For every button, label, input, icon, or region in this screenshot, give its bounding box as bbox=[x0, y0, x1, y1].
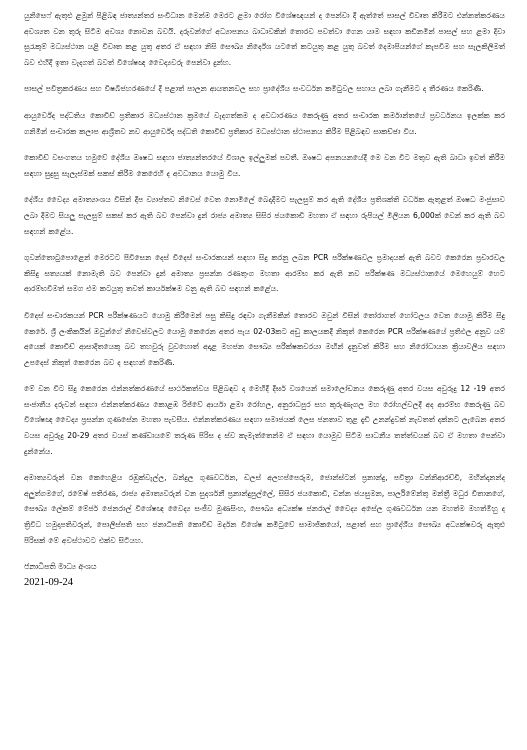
paragraph-vaccination-progress: මේ වන විට සිදු කෙරෙන එන්නත්කරණයේ සාර්ථකත්වය පිළිබඳව ද මෙහිදී දීර්ඝ වශයෙන් සමාලෝචනය කෙරුණු අතර වයස අවුරුදු 12 -19 අතර සංජාතීය දරුවන් සඳහා එන්නත්කරණය කොළඹ රිජ්වේ ආර්යා ළමා රෝහල, අනුරාධපුර සහ කුරුණෑගල මහ රෝහල්වලදී අද ආරම්භ කෙරුණු බව විශේෂඥ වෛද්‍ය ප්‍රසන්න ගුණසේන මහතා පැවසීය. එන්නත්කරණය සඳහා සමාජයක් ලෙස ජනතාව තුළ දැඩි උනන්දුවක් නැවතත් දක්නට ලැබෙන අතර වයස අවුරුදු 20-29 අතර වයස් කණ්ඩායමේ තරුණ පිරිස ද ස්ව කැමැත්තෙන්ම ඒ සඳහා යොමුව සිටීම සාධනීය තත්ත්වයක් බව ඒ මහතා පෙන්වා දුන්නේය. bbox=[24, 384, 505, 456]
paragraph-indigenous-medicine-demand: කොවිඩ් වසංගතය හමුවේ දේශීය ඖෂධ සඳහා ජාත්‍යන්තරයේ විශාල ඉල්ලුමක් පවතී. ඖෂධ අපනයනයේදී මෙ වන විට මතුව ඇති බාධා ඉවත් කිරීම සඳහා සුදුසු සැලැස්මක් සකස් කිරීම කෙරෙහි ද අවධානය යොමු විය. bbox=[24, 153, 505, 178]
paragraph-tourist-pcr-process: විදෙස් සංචාරකයන් PCR පරීක්ෂණයට යොමු කිරීමෙන් පසු කිසිදු රඳවා ගැනීමකින් තොරව ඔවුන් විසින් තෝරාගත් හෝටලය වෙත යොමු කිරීම සිදු කෙරේ. ශ්‍රී ලංකිකයින් ඔවුන්ගේ නිවෙස්වලට යොමු කෙරෙන අතර පැය 02-03කට අඩු කාලයකදී නිකුත් කෙරෙන PCR පරීක්ෂණයේ ප්‍රතිඵල අනුව යම් අයෙක් කොවිඩ් ආසාදිතයෙකු බව තහවුරු වුවහොත් අදාළ මහජන සෞඛ්‍ය පරීක්ෂකවරයා මඟින් දැනුවත් කිරීම සහ නිරෝධායන ක්‍රියාවලිය සඳහා උපදෙස් නිකුත් කෙරෙන බව ද සඳහන් කෙරිණි. bbox=[24, 310, 505, 367]
paragraph-pediatric-experts: යුනිසෙෆ් ඇතුළු ළමුන් පිළිබඳ ජාත්‍යන්තර සංවිධාන මෙන්ම මෙරට ළමා රෝග විශේෂඥයන් ද පෙන්වා දී ඇත්තේ පාසල් විවෘත කිරීමට එන්නත්කරණය අවශ්‍යත වන තුරු සිටීම අවශ්‍ය නොවන බවයි. දරුවන්ගේ අධ්‍යාපනය බාධාවකින් තොරව පවත්වා ගෙන යාම සඳහා කඩිනමින් පාසල් සහ ළමා දිවා සුරැකුම් මධ්‍යස්ථාන යළි විවෘත කළ යුතු අතර ඒ සඳහා නිසි සෞඛ්‍ය නිර්දේශ යටතේ කටයුතු කළ යුතු බවත් දෙමාපියන්ගේ කැපවීම සහ සැලකිලිමත් බව එහිදී ඉතා වැදගත් බවත් විශේෂඥ වෛද්‍යවරු පෙන්වා දුන්හ. bbox=[24, 11, 505, 67]
paragraph-medicine-pack: දේශීය වෛද්‍ය අමාත්‍යාංශය විසින් දීප ව්‍යාප්තව නිවෙස් වෙත නොමිලේ බෙදාදීමට සැලසුම් කර ඇති දේශීය ප්‍රතිශක්ති වර්ධක ඇතුළත් ඖෂධ මංජුසාව ලබා දීමට සියලු සැලසුම් සකස් කර ඇති බව පෙන්වා දුන් රාජ්‍ය අමාත්‍ය සිසිර ජයකොඩි මහතා ඒ සඳහා රුපියල් මිලියන 6,000ක් වෙන් කර ඇති බව සඳහන් කළේය. bbox=[24, 195, 505, 236]
paragraph-ayurveda-centres: ආයුර්වේද පද්ධතිය කොවිඩ් ප්‍රතිකාර මධ්‍යස්ථාන ක්‍රමයේ වැදගත්කම ද අවධාරණය කෙරුණු අතර සංචාරක කර්මාන්තයේ ප්‍රවර්ධනය ඉලක්ක කර ගනිමින් සංචාරක කලාප ආශ්‍රිතව නව ආයුර්වේද පද්ධති කොවිඩ් ප්‍රතිකාර මධ්‍යස්ථාන ස්ථාපනය කිරීම පිළිබඳව සාකච්ඡා විය. bbox=[24, 110, 505, 136]
issue-date: 2021-09-24 bbox=[24, 577, 73, 589]
paragraph-school-disinfection: පාසල් පවිත්‍රකරණය සහ විෂබීජහරණයේ දී පළාත් පාලන ආයතනවල සහ ප්‍රාදේශීය සංවර්ධන කමිටුවල සහාය ලබා ගැනීමට ද තීරණය කෙරිණි. bbox=[24, 84, 484, 94]
paragraph-attendees: අමාත්‍යවරුන් වන කෙහෙළිය රඹුක්වැල්ල, බන්දුල ගුණවර්ධන, ඩලස් අලහප්පෙරුම, ජොන්ස්ටන් ප්‍රනාන්දු, පවිත්‍රා වන්නිආරච්චි, මහින්දානන්ද අලුත්ගමගේ, රමේෂ් පතිරණ, රාජ්‍ය අමාත්‍යවරුන් වන සුදර්ශනී ප්‍රනාන්දුපුල්ලේ, සිසිර ජයකොඩි, චන්න ජයසුමන, පාර්ලිමේන්තු මන්ත්‍රී මධුර විතානගේ, සෞඛ්‍ය ලේකම් මේජර් ජෙනරාල් විශේෂඥ වෛද්‍ය සංජීව මුණසිංහ, සෞඛ්‍ය අධ්‍යක්ෂ ජනරාල් වෛද්‍ය අසේල ගුණවර්ධන යන මහත්ම මහත්මීහු ද ත්‍රිවිධ හමුදාපතිවරුන්, පොලිස්පති සහ ජනාධිපති කොවිඩ් මර්දන විශේෂ කමිටුවේ සාමාජිකයෝ, පළාත් සහ ප්‍රාදේශීය සෞඛ්‍ය අධ්‍යක්ෂවරු ඇතුළු පිරිසක් මේ අවස්ථාවට එක්ව සිටියහ. bbox=[24, 473, 505, 545]
paragraph-airport-pcr: ගුවන්තොටුපොළෙන් මෙරටට පිවිසෙන දෙස් විදෙස් සංචාරකයන් සඳහා සිදු කරනු ලබන PCR පරීක්ෂණවල ප්‍රමාදයක් ඇති බවට කෙරෙන ප්‍රචාරවල කිසිදු සත්‍යයක් නොමැති බව පෙන්වා දුන් අමාත්‍ය ප්‍රසන්න රණතුංග මහතා ආරම්භ කර ඇති නව පරීක්ෂණ මධ්‍යස්ථානයේ මෙහෙයුම් හෙට ආරම්භවීමත් සමග එම කටයුතු තවත් කාර්යක්ෂම වනු ඇති බව සඳහන් කළේය. bbox=[24, 253, 505, 294]
document-footer bbox=[24, 559, 505, 590]
issuer-name: ජනාධිපති මාධ්‍ය අංශය bbox=[24, 562, 97, 572]
